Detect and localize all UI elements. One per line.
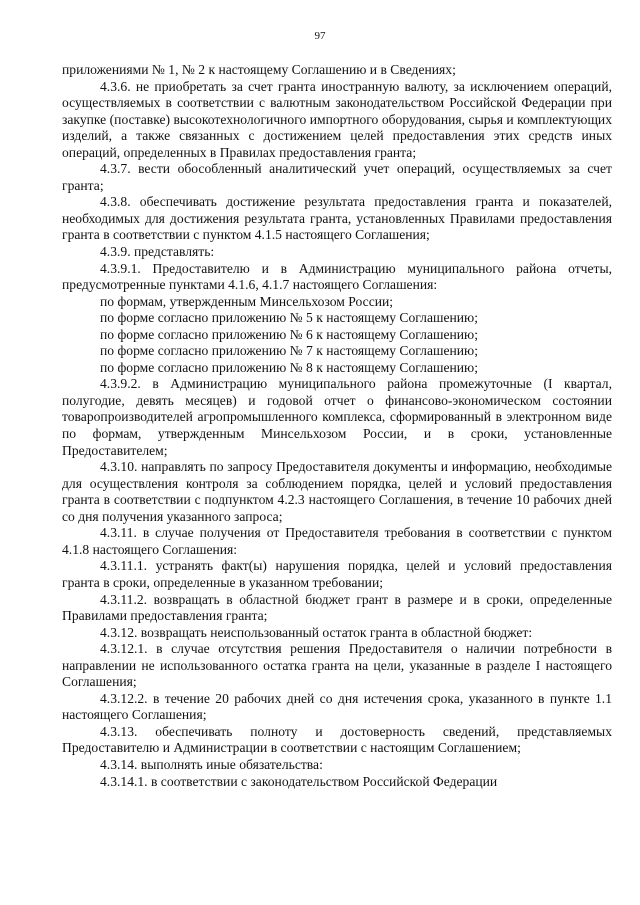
paragraph-4-3-14-1: 4.3.14.1. в соответствии с законодательством Российской Федерации xyxy=(100,773,498,789)
paragraph-4-3-12-1: 4.3.12.1. в случае отсутствия решения Предоставителя о наличии потребности в направлении не использованного остатка гранта на цели, указанные в разделе I настоящего Соглашения; xyxy=(62,641,612,690)
paragraph-1: приложениями № 1, № 2 к настоящему Соглашению и в Сведениях; xyxy=(62,62,456,77)
document-body xyxy=(62,62,612,790)
paragraph-4-3-9-1: 4.3.9.1. Предоставителю и в Администрацию муниципального района отчеты, предусмотренные пунктами 4.1.6, 4.1.7 настоящего Соглашения: xyxy=(62,260,612,293)
paragraph-4-3-14: 4.3.14. выполнять иные обязательства: xyxy=(100,756,323,772)
list-item-appendix-7: по форме согласно приложению № 7 к настоящему Соглашению; xyxy=(100,343,478,359)
paragraph-4-3-9-2: 4.3.9.2. в Администрацию муниципального района промежуточные (I квартал, полугодие, девять месяцев) и годовой отчет о финансово-экономическом состоянии товаропроизводителей агропромышленного комплекса, сформированный в электронном виде по формам, утвержденным Минсельхозом России, и в сроки, установленные Предоставителем; xyxy=(62,376,612,458)
paragraph-4-3-11: 4.3.11. в случае получения от Предоставителя требования в соответствии с пунктом 4.1.8 настоящего Соглашения: xyxy=(62,525,612,557)
paragraph-4-3-8: 4.3.8. обеспечивать достижение результата предоставления гранта и показателей, необходимых для достижения результата гранта, установленных Правилами предоставления гранта в соответствии с пунктом 4.1.5 настоящего Соглашения; xyxy=(62,194,612,243)
list-item-appendix-6: по форме согласно приложению № 6 к настоящему Соглашению; xyxy=(100,326,478,342)
paragraph-4-3-9: 4.3.9. представлять: xyxy=(100,244,215,260)
paragraph-4-3-6: 4.3.6. не приобретать за счет гранта иностранную валюту, за исключением операций, осуществляемых в соответствии с валютным законодательством Российской Федерации при закупке (поставке) высокотехнологичного импортного оборудования, сырья и комплектующих изделий, а также связанных с достижением целей предоставления этих средств иных операций, определенных в Правилах предоставления гранта; xyxy=(62,78,612,160)
list-item-appendix-8: по форме согласно приложению № 8 к настоящему Соглашению; xyxy=(100,359,478,375)
paragraph-4-3-11-2: 4.3.11.2. возвращать в областной бюджет грант в размере и в сроки, определенные Правилами предоставления гранта; xyxy=(62,591,612,624)
page-number: 97 xyxy=(314,30,326,42)
paragraph-4-3-12-2: 4.3.12.2. в течение 20 рабочих дней со дня истечения срока, указанного в пункте 1.1 настоящего Соглашения; xyxy=(62,690,612,723)
paragraph-4-3-13: 4.3.13. обеспечивать полноту и достоверность сведений, представляемых Предоставителю и Администрации в соответствии с настоящим Соглашением; xyxy=(62,723,612,756)
paragraph-4-3-12: 4.3.12. возвращать неиспользованный остаток гранта в областной бюджет: xyxy=(100,624,533,640)
paragraph-4-3-10: 4.3.10. направлять по запросу Предоставителя документы и информацию, необходимые для осуществления контроля за соблюдением порядка, целей и условий предоставления гранта в соответствии с подпунктом 4.2.3 настоящего Соглашения, в течение 10 рабочих дней со дня получения указанного запроса; xyxy=(62,459,612,524)
list-item-forms-minselkhoz: по формам, утвержденным Минсельхозом России; xyxy=(100,293,394,309)
paragraph-4-3-7: 4.3.7. вести обособленный аналитический учет операций, осуществляемых за счет гранта; xyxy=(62,161,612,193)
list-item-appendix-5: по форме согласно приложению № 5 к настоящему Соглашению; xyxy=(100,310,478,326)
paragraph-4-3-11-1: 4.3.11.1. устранять факт(ы) нарушения порядка, целей и условий предоставления гранта в сроки, определенные в указанном требовании; xyxy=(62,558,612,590)
